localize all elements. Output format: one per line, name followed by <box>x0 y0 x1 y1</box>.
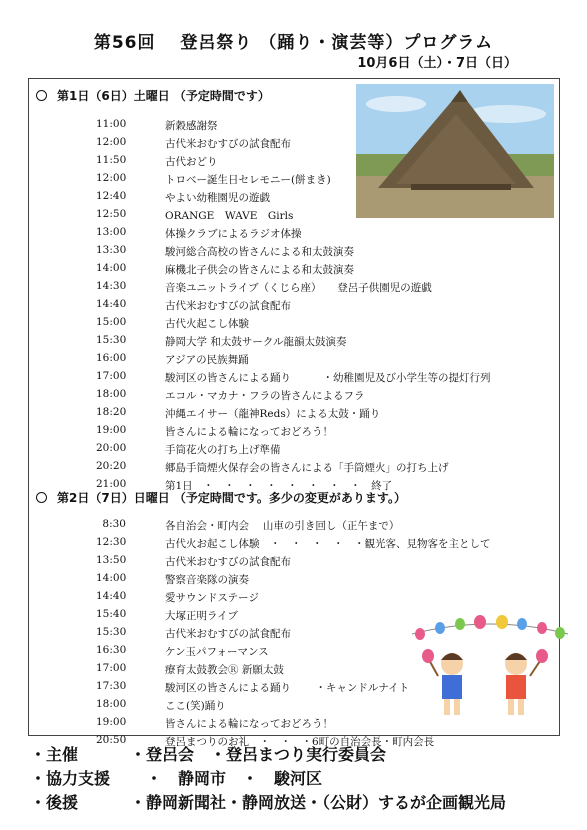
circle-bullet-icon <box>36 90 47 101</box>
program-title: 第56回 登呂祭り （踊り・演芸等）プログラム <box>93 33 494 53</box>
day2-header: 第2日（7日）日曜日 （予定時間です。多少の変更があります。） <box>36 489 406 506</box>
thatched-house-illustration <box>356 84 554 218</box>
day1-header: 第1日（6日）土曜日 （予定時間です） <box>36 87 270 104</box>
program-dates: 10月6日（土）・7日（日） <box>357 56 517 71</box>
thatched-house-photo <box>356 84 554 218</box>
lanterns-and-children-icon <box>410 612 570 724</box>
festival-children-illustration <box>410 612 570 724</box>
circle-bullet-icon <box>36 492 47 503</box>
